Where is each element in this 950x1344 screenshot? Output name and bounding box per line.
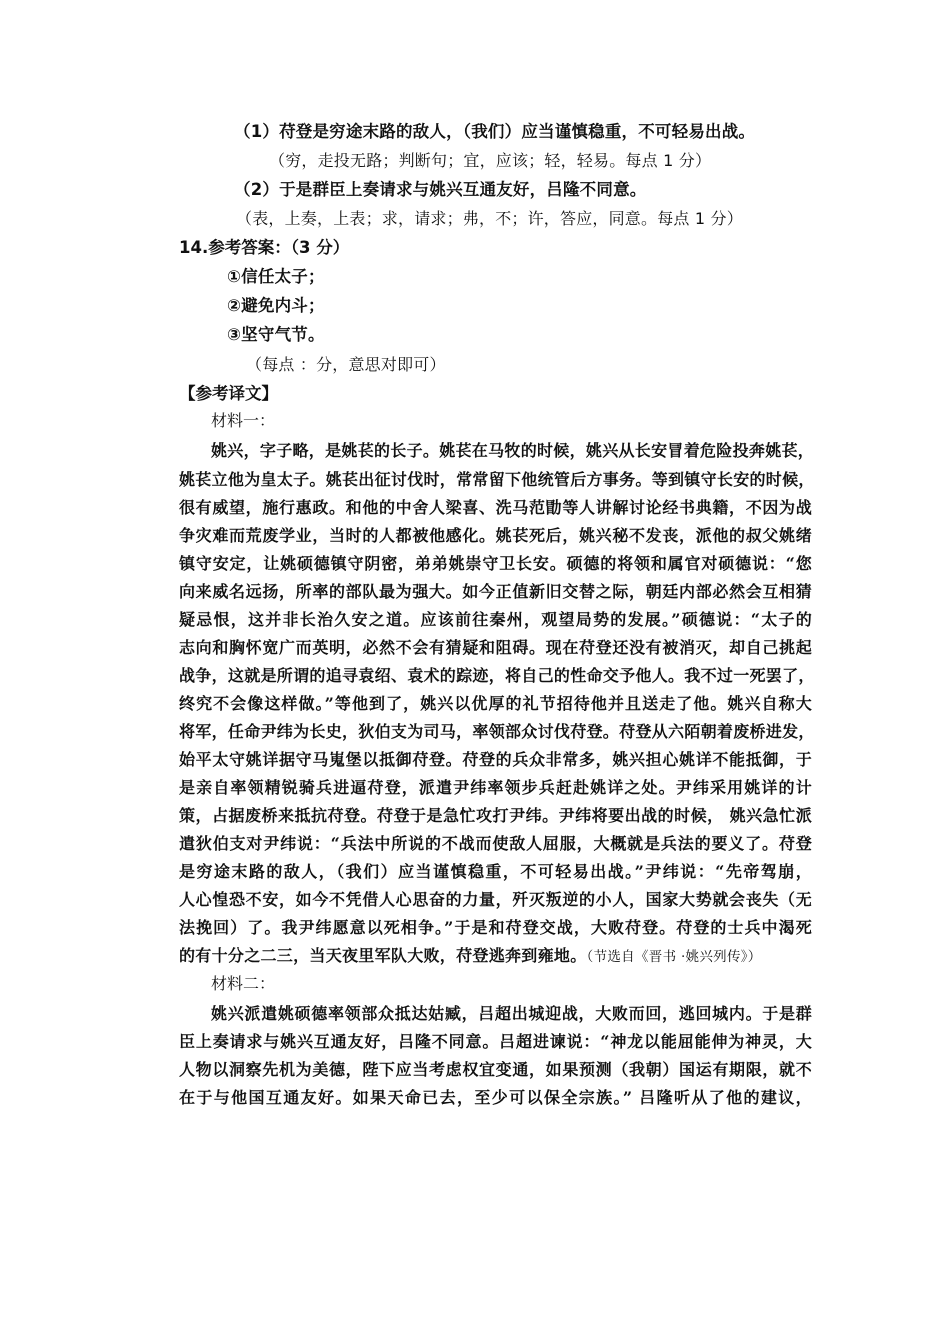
text-line: 将军，任命尹纬为长史，狄伯支为司马，率领部众讨伐苻登。苻登从六陌朝着废桥进发， [179,722,815,741]
translation-heading: 【参考译文】 [179,384,278,403]
text-line: 争灾难而荒废学业，当时的人都被他感化。姚苌死后，姚兴秘不发丧，派他的叔父姚绪 [179,526,812,545]
answer-14-heading: 14.参考答案：（3 分） [179,238,350,257]
text-line-content: 的有十分之二三，当天夜里军队大败，苻登逃奔到雍地。 [179,946,587,965]
answer-13-2: （2）于是群臣上奏请求与姚兴互通友好，吕隆不同意。 [234,180,647,199]
text-line: 是亲自率领精锐骑兵进逼苻登，派遣尹纬率领步兵赶赴姚详之处。尹纬采用姚详的计 [179,778,812,797]
answer-13-1: （1）苻登是穷途末路的敌人，（我们）应当谨慎稳重，不可轻易出战。 [234,122,756,141]
text-line: 向来威名远扬，所率的部队最为强大。如今正值新旧交替之际，朝廷内部必然会互相猜 [179,582,812,601]
text-line: 始平太守姚详据守马嵬堡以抵御苻登。苻登的兵众非常多，姚兴担心姚详不能抵御，于 [179,750,812,769]
text-line: 疑忌恨，这并非长治久安之道。应该前往秦州，观望局势的发展。”硕德说：“太子的 [179,610,812,629]
text-line: 姚兴派遣姚硕德率领部众抵达姑臧，吕超出城迎战，大败而回，逃回城内。于是群 [211,1004,812,1023]
answer-14-item-3: ③坚守气节。 [227,325,325,344]
text-line [179,948,812,965]
text-line: 很有威望，施行惠政。和他的中舍人梁喜、洗马范勖等人讲解讨论经书典籍，不因为战 [179,498,812,517]
text-line: 策，占据废桥来抵抗苻登。苻登于是急忙攻打尹纬。尹纬将要出战的时候， 姚兴急忙派 [179,806,812,825]
text-line: 人物以洞察先机为美德，陛下应当考虑权宜变通，如果预测（我朝）国运有期限，就不 [179,1060,812,1079]
text-line: 法挽回）了。我尹纬愿意以死相争。”于是和苻登交战，大败苻登。苻登的士兵中渴死 [179,918,812,937]
material-1-label: 材料一： [211,411,276,430]
text-line: 终究不会像这样做。”等他到了，姚兴以优厚的礼节招待他并且送走了他。姚兴自称大 [179,694,812,713]
text-line: 人心惶恐不安，如今不凭借人心思奋的力量，歼灭叛逆的小人，国家大势就会丧失（无 [179,890,812,909]
text-line: 镇守安定，让姚硕德镇守阴密，弟弟姚崇守卫长安。硕德的将领和属官对硕德说：“您 [179,554,812,573]
text-line: 是穷途末路的敌人，（我们）应当谨慎稳重，不可轻易出战。”尹纬说：“先帝驾崩， [179,862,812,881]
text-line: 姚苌立他为皇太子。姚苌出征讨伐时，常常留下他统管后方事务。等到镇守长安的时候， [179,470,815,489]
answer-13-2-scoring-note: （表，上奏，上表；求，请求；弗，不；许，答应，同意。每点 1 分） [236,209,743,228]
source-citation: （节选自《晋书 ·姚兴列传》） [586,949,762,965]
answer-14-item-1: ①信任太子； [227,267,325,286]
text-line: 姚兴，字子略，是姚苌的长子。姚苌在马牧的时候，姚兴从长安冒着危险投奔姚苌， [211,441,815,460]
answer-14-item-2: ②避免内斗； [227,296,325,315]
text-line: 志向和胸怀宽广而英明，必然不会有猜疑和阻碍。现在苻登还没有被消灭，却自己挑起 [179,638,812,657]
text-line: 战争，这就是所谓的追寻袁绍、袁术的踪迹，将自己的性命交予他人。我不过一死罢了， [179,666,815,685]
text-line: 在于与他国互通友好。如果天命已去，至少可以保全宗族。” 吕隆听从了他的建议， [179,1088,812,1107]
text-line: 臣上奏请求与姚兴互通友好，吕隆不同意。吕超进谏说：“神龙以能屈能伸为神灵，大 [179,1032,812,1051]
material-2-label: 材料二： [211,974,276,993]
answer-13-1-scoring-note: （穷，走投无路；判断句；宜，应该；轻，轻易。每点 1 分） [269,151,712,170]
answer-14-scoring-note: （每点 ：分，意思对即可） [246,355,446,374]
text-line: 遣狄伯支对尹纬说：“兵法中所说的不战而使敌人屈服，大概就是兵法的要义了。苻登 [179,834,812,853]
